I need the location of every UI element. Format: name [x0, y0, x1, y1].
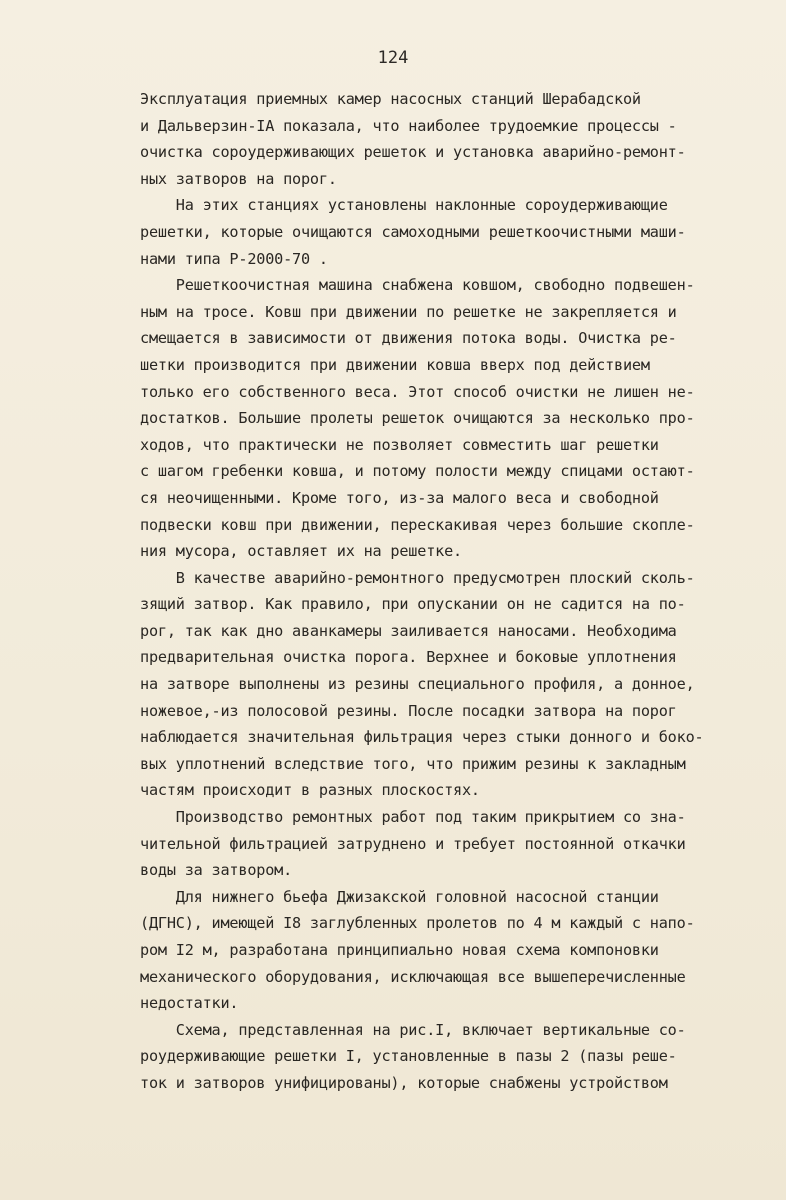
text-line: В качестве аварийно-ремонтного предусмотрен плоский сколь-: [140, 568, 695, 587]
text-line: ния мусора, оставляет их на решетке.: [140, 542, 462, 561]
text-line: и Дальверзин-IA показала, что наиболее трудоемкие процессы -: [140, 116, 677, 135]
text-line: ток и затворов унифицированы), которые снабжены устройством: [140, 1073, 668, 1092]
text-line: ся неочищенными. Кроме того, из-за малого веса и свободной: [140, 488, 659, 507]
text-line: (ДГНС), имеющей I8 заглубленных пролетов по 4 м каждый с напо-: [140, 914, 695, 933]
text-line: ром I2 м, разработана принципиально новая схема компоновки: [140, 941, 659, 959]
text-line: Для нижнего бьефа Джизакской головной насосной станции: [140, 887, 659, 906]
text-line: очистка сороудерживающих решеток и установка аварийно-ремонт-: [140, 143, 686, 162]
text-line: ным на тросе. Ковш при движении по решетке не закрепляется и: [140, 302, 677, 321]
text-line: роудерживающие решетки I, установленные в пазы 2 (пазы реше-: [140, 1047, 677, 1066]
text-line: ножевое,-из полосовой резины. После посадки затвора на порог: [140, 701, 677, 720]
text-line: Схема, представленная на рис.I, включает вертикальные со-: [140, 1020, 686, 1039]
text-line: недостатки.: [140, 994, 239, 1013]
text-line: Производство ремонтных работ под таким прикрытием со зна-: [140, 808, 686, 827]
body-text: [140, 86, 740, 1097]
text-line: чительной фильтрацией затруднено и требует постоянной откачки: [140, 834, 686, 853]
text-line: шетки производится при движении ковша вверх под действием: [140, 355, 650, 374]
text-line: рог, так как дно аванкамеры заиливается наносами. Необходима: [140, 621, 677, 640]
text-line: вых уплотнений вследствие того, что прижим резины к закладным: [140, 754, 686, 773]
text-line: ных затворов на порог.: [140, 169, 337, 188]
text-line: ходов, что практически не позволяет совместить шаг решетки: [140, 435, 659, 454]
text-line: наблюдается значительная фильтрация через стыки донного и боко-: [140, 728, 704, 747]
text-line: механического оборудования, исключающая все вышеперечисленные: [140, 967, 686, 986]
text-line: Эксплуатация приемных камер насосных станций Шерабадской: [140, 90, 641, 108]
text-line: нами типа Р-2000-70 .: [140, 249, 328, 268]
text-line: только его собственного веса. Этот способ очистки не лишен не-: [140, 382, 695, 401]
text-line: подвески ковш при движении, перескакивая через большие скопле-: [140, 515, 695, 534]
text-line: частям происходит в разных плоскостях.: [140, 781, 480, 800]
text-line: предварительная очистка порога. Верхнее и боковые уплотнения: [140, 648, 677, 667]
text-line: с шагом гребенки ковша, и потому полости между спицами остают-: [140, 462, 695, 481]
text-line: на затворе выполнены из резины специального профиля, а донное,: [140, 675, 695, 694]
text-line: Решеткоочистная машина снабжена ковшом, свободно подвешен-: [140, 276, 695, 295]
text-line: решетки, которые очищаются самоходными решеткоочистными маши-: [140, 222, 686, 241]
text-line: смещается в зависимости от движения потока воды. Очистка ре-: [140, 329, 677, 348]
text-line: На этих станциях установлены наклонные сороудерживающие: [140, 196, 668, 215]
page-number: 124: [377, 48, 409, 68]
text-line: воды за затвором.: [140, 861, 293, 880]
text-line: зящий затвор. Как правило, при опускании он не садится на по-: [140, 595, 686, 614]
text-line: достатков. Большие пролеты решеток очищаются за несколько про-: [140, 409, 695, 428]
